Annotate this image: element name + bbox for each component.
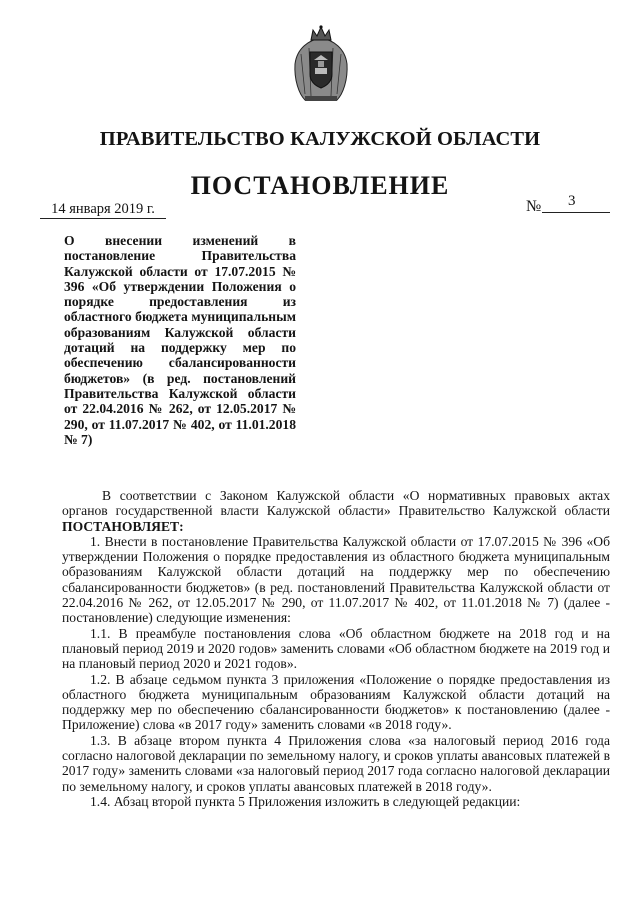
document-body [62, 488, 610, 809]
paragraph-1: 1. Внести в постановление Правительства Калужской области от 17.07.2015 № 396 «Об утверждении Положения о порядке предоставления из областного бюджета муниципальным образованиям Калужской области дотаций на поддержку мер по обеспечению сбалансированности бюджетов» (в ред. постановлений Правительства Калужской области от 22.04.2016 № 262, от 12.05.2017 № 290, от 11.07.2017 № 402, от 11.01.2018 № 7) (далее - постановление) следующие изменения: [62, 533, 610, 626]
decree-word: ПОСТАНОВЛЯЕТ: [62, 518, 184, 534]
document-date: 14 января 2019 г. [40, 200, 166, 219]
preamble-paragraph [62, 488, 610, 534]
document-subject: О внесении изменений в постановление Правительства Калужской области от 17.07.2015 № 396 «Об утверждении Положения о порядке предоставления из областного бюджета муниципальным образованиям Калужской области дотаций на поддержку мер по обеспечению сбалансированности бюджетов» (в ред. постановлений Правительства Калужской области от 22.04.2016 № 262, от 12.05.2017 № 290, от 11.07.2017 № 402, от 11.01.2018 № 7) [64, 233, 296, 447]
document-number: 3 [568, 193, 576, 209]
government-name: ПРАВИТЕЛЬСТВО КАЛУЖСКОЙ ОБЛАСТИ [99, 128, 541, 150]
number-sign: № [526, 198, 542, 215]
document-type-title: ПОСТАНОВЛЕНИЕ [190, 171, 450, 200]
paragraph-1-3: 1.3. В абзаце втором пункта 4 Приложения слова «за налоговый период 2016 года согласно налоговой декларации по земельному налогу, и сроков уплаты авансовых платежей в 2017 году» заменить словами «за налоговый период 2017 года согласно налоговой декларации по земельному налогу, и сроков уплаты авансовых платежей в 2018 году». [62, 732, 610, 794]
preamble-text: В соответствии с Законом Калужской области «О нормативных правовых актах органов государственной власти Калужской области» Правительство Калужской области [62, 488, 610, 519]
paragraph-1-4: 1.4. Абзац второй пункта 5 Приложения изложить в следующей редакции: [90, 793, 521, 809]
coat-of-arms-emblem [291, 24, 351, 104]
paragraph-1-1: 1.1. В преамбуле постановления слова «Об областном бюджете на 2018 год и на плановый период 2019 и 2020 годов» заменить словами «Об областном бюджете на 2019 год и на плановый период 2020 и 2021 годов». [62, 625, 610, 672]
paragraph-1-2: 1.2. В абзаце седьмом пункта 3 приложения «Положение о порядке предоставления из областного бюджета муниципальным образованиям Калужской области дотаций на поддержку мер по обеспечению сбалансированности бюджетов» к постановлению (далее - Приложение) слова «в 2017 году» заменить словами «в 2018 году». [62, 671, 610, 733]
coat-of-arms-icon [291, 24, 351, 104]
number-underline [542, 212, 610, 213]
